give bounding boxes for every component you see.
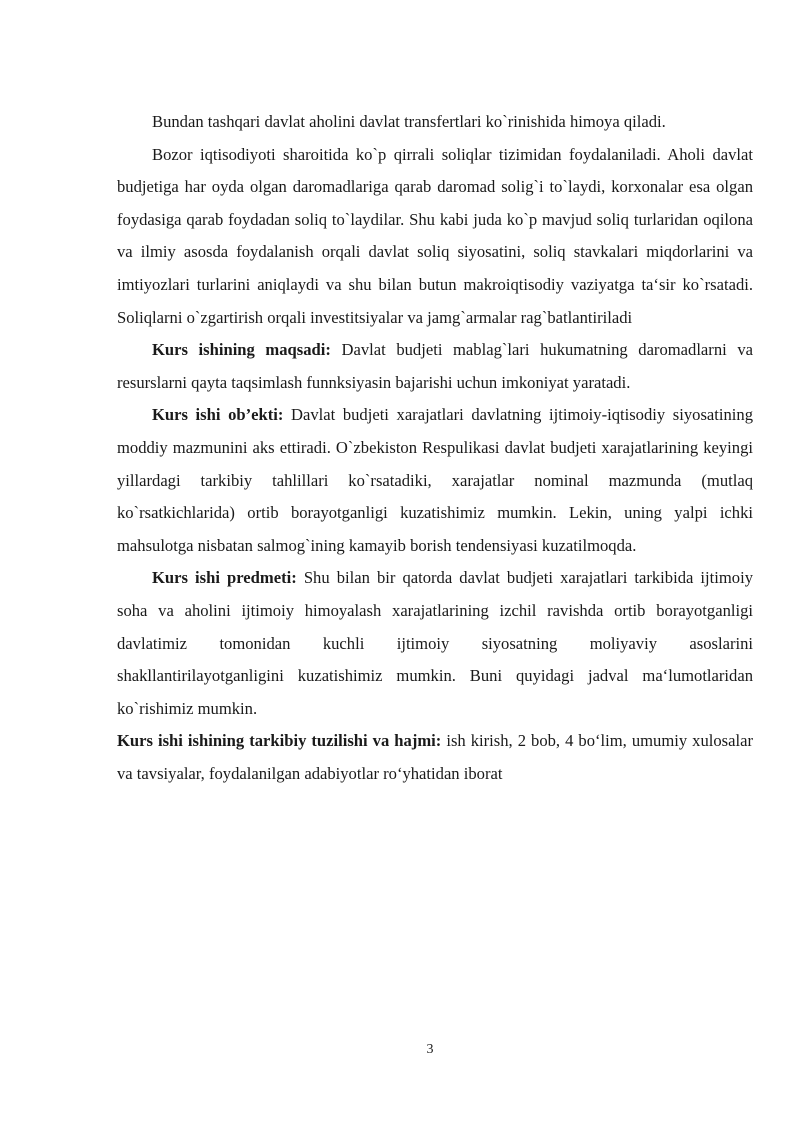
paragraph-heading: Kurs ishi ishining tarkibiy tuzilishi va hajmi:: [117, 731, 442, 751]
paragraph-text: Bozor iqtisodiyoti sharoitida ko`p qirrali soliqlar tizimidan foydalaniladi. Aholi davlat budjetiga har oyda olgan daromadlariga qarab daromad solig`i to`laydi, korxonalar esa olgan foydasiga qarab foydadan soliq to`laydilar. Shu kabi juda ko`p mavjud soliq turlaridan oqilona va ilmiy asosda foydalanish orqali davlat soliq siyosatini, soliq stavkalari miqdorlarini va imtiyozlari turlarini aniqlaydi va shu bilan butun makroiqtisodiy vaziyatga ta‘sir ko`rsatadi. Soliqlarni o`zgartirish orqali investitsiyalar va jamg`armalar rag`batlantiriladi: [117, 144, 753, 327]
paragraph-text: ish kirish, 2 bob, 4 bo‘lim, umumiy xulosalar va tavsiyalar, foydalanilgan adabiyotlar ro‘yhatidan iborat: [117, 731, 753, 783]
paragraph-text: Davlat budjeti mablag`lari hukumatning daromadlarni va resurslarni qayta taqsimlash funnksiyasin bajarishi uchun imkoniyat yaratadi.: [117, 340, 753, 392]
paragraph-heading: Kurs ishi predmeti:: [152, 568, 297, 588]
paragraph-text: Davlat budjeti xarajatlari davlatning ijtimoiy-iqtisodiy siyosatining moddiy mazmunini aks ettiradi. O`zbekiston Respulikasi davlat budjeti xarajatlarining keyingi yillardagi tarkibiy tahlillari ko`rsatadiki, xarajatlar nominal mazmunda (mutlaq ko`rsatkichlarida) ortib borayotganligi kuzatishimiz mumkin. Lekin, uning yalpi ichki mahsulotga nisbatan salmog`ining kamayib borish tendensiyasi kuzatilmoqda.: [117, 405, 753, 555]
paragraph-heading: Kurs ishining maqsadi:: [152, 340, 331, 360]
paragraph-text: Shu bilan bir qatorda davlat budjeti xarajatlari tarkibida ijtimoiy soha va aholini ijtimoiy himoyalash xarajatlarining izchil ravishda ortib borayotganligi davlatimiz tomonidan kuchli ijtimoiy siyosatning moliyaviy asoslarini shakllantirilayotganligini kuzatishimiz mumkin. Buni quyidagi jadval ma‘lumotlaridan ko`rishimiz mumkin.: [117, 568, 753, 718]
page-number: 3: [426, 1042, 434, 1057]
document-body: [117, 106, 753, 790]
paragraph-tax-system: [117, 139, 753, 335]
paragraph-text: Bundan tashqari davlat aholini davlat transfertlari ko`rinishida himoya qiladi.: [152, 112, 666, 131]
paragraph-goal: [117, 334, 753, 399]
paragraph-structure: [117, 725, 753, 790]
paragraph-transfers: [117, 106, 753, 139]
paragraph-object: [117, 399, 753, 562]
paragraph-heading: Kurs ishi ob’ekti:: [152, 405, 284, 425]
paragraph-subject: [117, 562, 753, 725]
